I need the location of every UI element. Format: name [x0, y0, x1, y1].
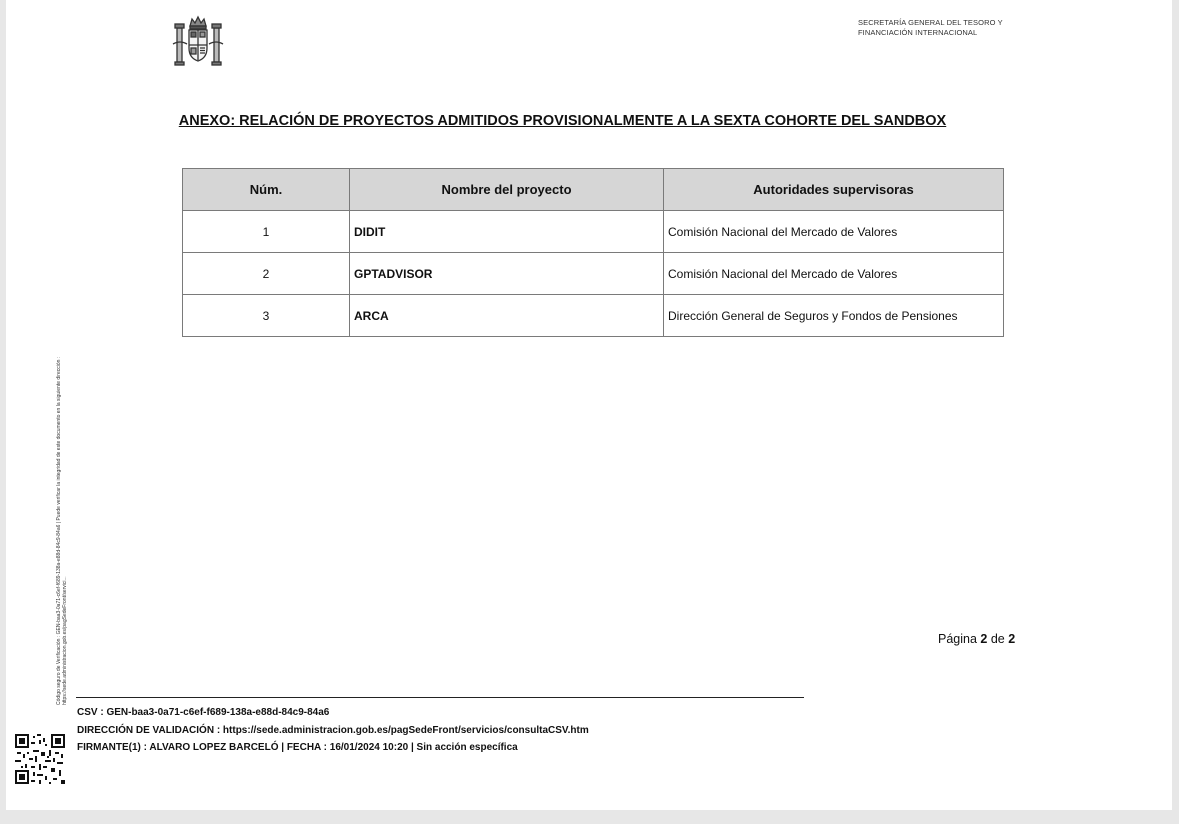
verification-side-note — [56, 357, 68, 705]
verification-side-line-1: Código seguro de Verificación : GEN-baa3-0a71-c6ef-f689-138a-e88d-84c9-84a6 | Puede verificar la integridad de este documento en la siguiente dirección : — [56, 356, 62, 705]
supervisory-authority: Comisión Nacional del Mercado de Valores — [664, 211, 1004, 253]
table-row — [183, 295, 1004, 337]
current-page: 2 — [980, 632, 988, 646]
document-page — [6, 0, 1172, 810]
table-header-row — [183, 169, 1004, 211]
supervisory-authority: Comisión Nacional del Mercado de Valores — [664, 253, 1004, 295]
csv-code: CSV : GEN-baa3-0a71-c6ef-f689-138a-e88d-84c9-84a6 — [77, 707, 330, 718]
page-separator: de — [990, 632, 1005, 646]
signature-footer — [77, 704, 589, 757]
projects-table — [182, 168, 1004, 337]
department-line-2: FINANCIACIÓN INTERNACIONAL — [858, 28, 978, 37]
validation-address: DIRECCIÓN DE VALIDACIÓN : https://sede.administracion.gob.es/pagSedeFront/servicios/consultaCSV.htm — [77, 724, 589, 736]
signer-info: FIRMANTE(1) : ALVARO LOPEZ BARCELÓ | FECHA : 16/01/2024 10:20 | Sin acción específica — [77, 742, 518, 753]
column-header-authorities: Autoridades supervisoras — [664, 169, 1004, 211]
row-number: 3 — [183, 295, 350, 337]
row-number: 1 — [183, 211, 350, 253]
footer-divider — [76, 697, 804, 698]
spain-coat-of-arms-icon — [170, 14, 226, 68]
qr-code-icon — [15, 734, 65, 784]
page-number — [938, 632, 1015, 646]
total-pages: 2 — [1008, 632, 1016, 646]
table-row — [183, 253, 1004, 295]
department-line-1: SECRETARÍA GENERAL DEL TESORO Y — [858, 18, 1003, 27]
document-title: ANEXO: RELACIÓN DE PROYECTOS ADMITIDOS PROVISIONALMENTE A LA SEXTA COHORTE DEL SANDBOX — [178, 113, 947, 129]
project-name: ARCA — [350, 295, 664, 337]
column-header-project-name: Nombre del proyecto — [350, 169, 664, 211]
column-header-num: Núm. — [183, 169, 350, 211]
project-name: GPTADVISOR — [350, 253, 664, 295]
table-row — [183, 211, 1004, 253]
page-prefix: Página — [938, 632, 977, 646]
verification-side-line-2: https://sede.administracion.gob.es/pagSedeFront/servici... — [62, 576, 68, 705]
project-name: DIDIT — [350, 211, 664, 253]
department-header — [858, 18, 1003, 38]
supervisory-authority: Dirección General de Seguros y Fondos de Pensiones — [664, 295, 1004, 337]
row-number: 2 — [183, 253, 350, 295]
